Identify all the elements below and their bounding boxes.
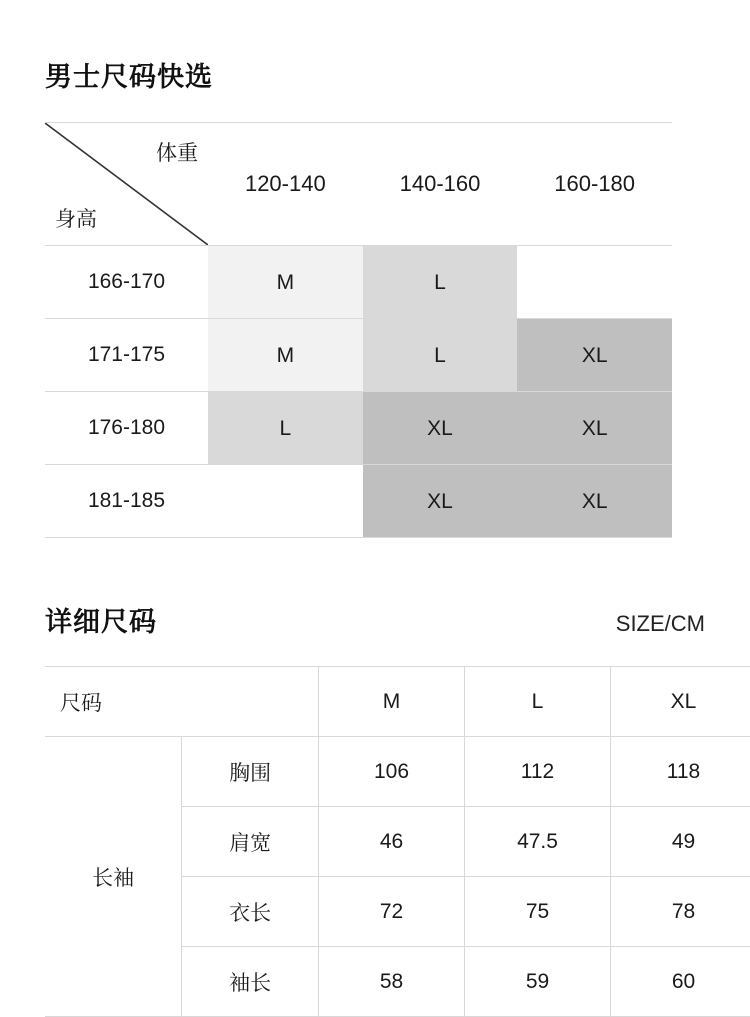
measure-value: 49	[611, 807, 750, 877]
size-cell: XL	[517, 392, 672, 465]
measure-label: 胸围	[182, 737, 319, 807]
measure-value: 46	[319, 807, 465, 877]
measure-value: 47.5	[465, 807, 611, 877]
weight-axis-label: 体重	[156, 137, 198, 167]
axis-corner-cell	[45, 123, 208, 246]
size-cell: M	[208, 246, 363, 319]
table-row	[45, 392, 672, 465]
table-header-row	[45, 667, 750, 737]
size-cell	[517, 246, 672, 319]
size-cell	[208, 465, 363, 538]
size-column-header: 尺码	[45, 667, 319, 737]
detail-size-table	[45, 666, 750, 1017]
size-cell: XL	[363, 465, 518, 538]
detail-size-title: 详细尺码	[45, 600, 157, 639]
quick-size-title: 男士尺码快选	[45, 0, 705, 94]
size-cell: L	[208, 392, 363, 465]
size-cell: L	[363, 246, 518, 319]
measure-value: 72	[319, 877, 465, 947]
measure-value: 118	[611, 737, 750, 807]
size-header-m: M	[319, 667, 465, 737]
size-cell: L	[363, 319, 518, 392]
table-header-row	[45, 123, 672, 246]
measure-value: 78	[611, 877, 750, 947]
size-cell: M	[208, 319, 363, 392]
measure-value: 75	[465, 877, 611, 947]
quick-size-table	[45, 122, 672, 538]
measure-value: 59	[465, 947, 611, 1017]
measure-label: 衣长	[182, 877, 319, 947]
measure-value: 112	[465, 737, 611, 807]
unit-label: SIZE/CM	[616, 611, 705, 639]
weight-column-header: 140-160	[363, 123, 518, 246]
measure-value: 58	[319, 947, 465, 1017]
size-cell: XL	[517, 319, 672, 392]
weight-column-header: 120-140	[208, 123, 363, 246]
table-row	[45, 465, 672, 538]
detail-header	[45, 600, 705, 639]
size-cell: XL	[517, 465, 672, 538]
height-row-header: 181-185	[45, 465, 208, 538]
table-row	[45, 737, 750, 807]
measure-value: 106	[319, 737, 465, 807]
size-header-l: L	[465, 667, 611, 737]
detail-size-section	[0, 600, 750, 1017]
measure-value: 60	[611, 947, 750, 1017]
table-row	[45, 319, 672, 392]
size-cell: XL	[363, 392, 518, 465]
size-header-xl: XL	[611, 667, 750, 737]
group-label: 长袖	[45, 737, 182, 1017]
height-row-header: 176-180	[45, 392, 208, 465]
height-row-header: 171-175	[45, 319, 208, 392]
measure-label: 袖长	[182, 947, 319, 1017]
table-row	[45, 246, 672, 319]
height-axis-label: 身高	[55, 203, 97, 233]
height-row-header: 166-170	[45, 246, 208, 319]
weight-column-header: 160-180	[517, 123, 672, 246]
measure-label: 肩宽	[182, 807, 319, 877]
